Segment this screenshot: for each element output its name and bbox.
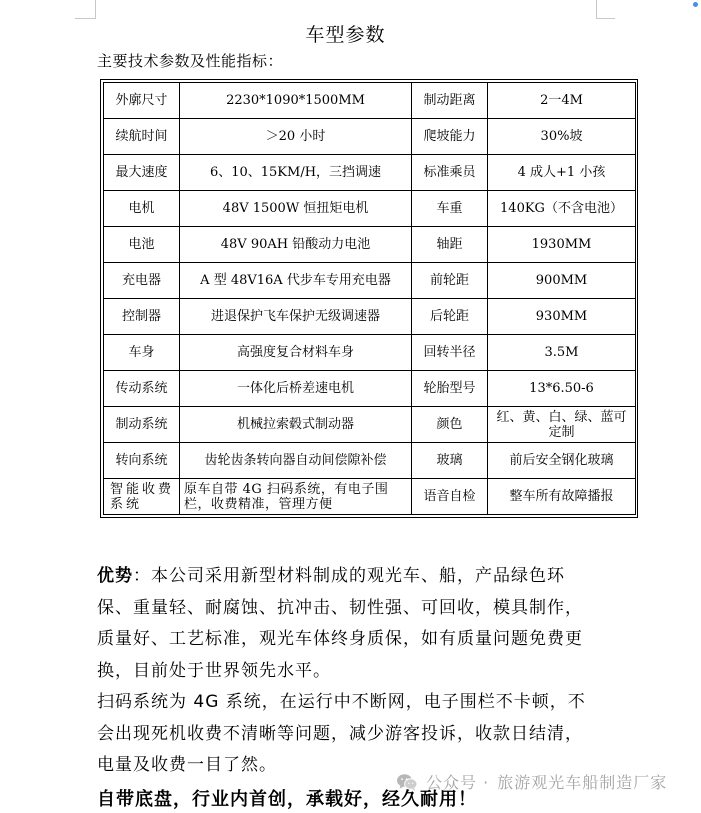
spec-label: 外廓尺寸 [104, 83, 180, 119]
spec-value: 进退保护飞车保护无级调速器 [180, 299, 412, 335]
spec-value: 原车自带 4G 扫码系统，有电子围栏，收费精准，管理方便 [180, 479, 412, 515]
page-corner-mark-left [75, 0, 96, 19]
spec-value: 48V 1500W 恒扭矩电机 [180, 191, 412, 227]
table-row [104, 119, 636, 155]
spec-label: 玻璃 [412, 443, 488, 479]
edge-indicator [693, 2, 698, 7]
spec-value: 13*6.50-6 [488, 371, 636, 407]
table-row [104, 227, 636, 263]
spec-label: 续航时间 [104, 119, 180, 155]
spec-value: 高强度复合材料车身 [180, 335, 412, 371]
spec-value: 2一4M [488, 83, 636, 119]
spec-label: 前轮距 [412, 263, 488, 299]
spec-label: 轮胎型号 [412, 371, 488, 407]
spec-value: A 型 48V16A 代步车专用充电器 [180, 263, 412, 299]
table-row [104, 407, 636, 443]
table-row [104, 155, 636, 191]
advantages-text: 本公司采用新型材料制成的观光车、船，产品绿色环保、重量轻、耐腐蚀、抗冲击、韧性强、可回收，模具制作，质量好、工艺标准，观光车体终身质保，如有质量问题免费更换，目前处于世界领先水平。 [97, 566, 583, 681]
spec-value: 一体化后桥差速电机 [180, 371, 412, 407]
spec-value: 红、黄、白、绿、蓝可定制 [488, 407, 636, 443]
spec-label: 回转半径 [412, 335, 488, 371]
table-row [104, 335, 636, 371]
table-row [104, 371, 636, 407]
page-subtitle: 主要技术参数及性能指标： [97, 52, 284, 70]
spec-label: 电机 [104, 191, 180, 227]
advantages-heading: 优势 [97, 566, 133, 586]
spec-label: 转向系统 [104, 443, 180, 479]
spec-label: 传动系统 [104, 371, 180, 407]
spec-label: 车身 [104, 335, 180, 371]
spec-value: 1930MM [488, 227, 636, 263]
spec-value: 900MM [488, 263, 636, 299]
page-corner-mark-right [596, 0, 615, 19]
spec-value: 6、10、15KM/H，三挡调速 [180, 155, 412, 191]
spec-value: 48V 90AH 铅酸动力电池 [180, 227, 412, 263]
spec-value: 机械拉索毂式制动器 [180, 407, 412, 443]
watermark [396, 770, 667, 793]
table-row [104, 479, 636, 515]
spec-value: 前后安全钢化玻璃 [488, 443, 636, 479]
advantages-section [97, 561, 597, 782]
spec-value: 30%坡 [488, 119, 636, 155]
spec-value: 齿轮齿条转向器自动间偿隙补偿 [180, 443, 412, 479]
closing-statement: 自带底盘，行业内首创，承载好，经久耐用！ [97, 789, 477, 810]
spec-label: 智能收费系统 [104, 479, 180, 515]
watermark-account-name: 旅游观光车船制造厂家 [497, 773, 668, 792]
spec-label: 爬坡能力 [412, 119, 488, 155]
table-row [104, 83, 636, 119]
table-row [104, 299, 636, 335]
spec-label: 语音自检 [412, 479, 488, 515]
spec-label: 制动系统 [104, 407, 180, 443]
spec-label: 车重 [412, 191, 488, 227]
wechat-icon [396, 773, 418, 791]
table-row [104, 443, 636, 479]
spec-value: 930MM [488, 299, 636, 335]
spec-value: 整车所有故障播报 [488, 479, 636, 515]
spec-label: 控制器 [104, 299, 180, 335]
page-title: 车型参数 [305, 24, 386, 46]
watermark-prefix: 公众号 · [426, 773, 490, 792]
spec-value: 4 成人+1 小孩 [488, 155, 636, 191]
table-row [104, 191, 636, 227]
scan-system-paragraph: 扫码系统为 4G 系统，在运行中不断网，电子围栏不卡顿，不会出现死机收费不清晰等问题，减少游客投诉，收款日结清，电量及收费一目了然。 [97, 692, 586, 775]
spec-label: 制动距离 [412, 83, 488, 119]
spec-value: 3.5M [488, 335, 636, 371]
table-row [104, 263, 636, 299]
spec-label: 轴距 [412, 227, 488, 263]
spec-label: 颜色 [412, 407, 488, 443]
spec-label: 充电器 [104, 263, 180, 299]
spec-label: 电池 [104, 227, 180, 263]
spec-value: 140KG（不含电池） [488, 191, 636, 227]
spec-value: ＞20 小时 [180, 119, 412, 155]
spec-label: 最大速度 [104, 155, 180, 191]
spec-table [100, 79, 638, 518]
spec-value: 2230*1090*1500MM [180, 83, 412, 119]
advantages-paragraph [97, 561, 597, 687]
spec-label: 标准乘员 [412, 155, 488, 191]
advantages-separator: ： [133, 566, 151, 586]
spec-label: 后轮距 [412, 299, 488, 335]
